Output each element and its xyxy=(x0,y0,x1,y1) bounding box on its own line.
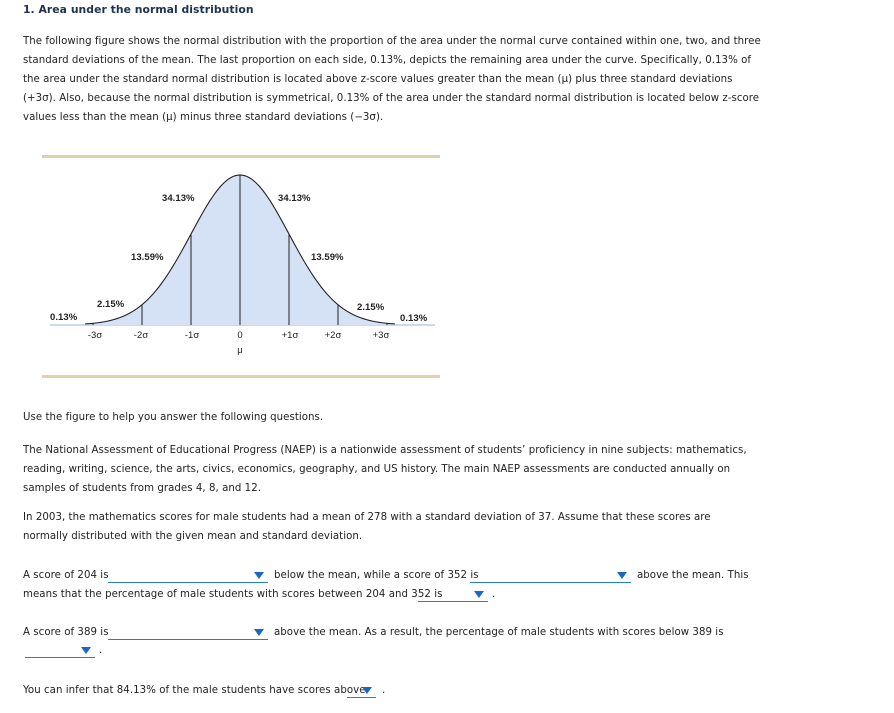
pct-label-left-three-sd: 2.15% xyxy=(97,299,125,310)
normal-distribution-figure xyxy=(40,150,450,385)
tick-label-zero: 0 xyxy=(237,330,243,341)
chevron-down-icon xyxy=(81,647,91,654)
tick-label-minus-3: -3σ xyxy=(87,330,103,341)
pct-label-right-tail: 0.13% xyxy=(400,313,428,324)
instruction-text: Use the figure to help you answer the following questions. xyxy=(23,412,324,423)
q1-text-e: . xyxy=(492,589,496,600)
tick-label-plus-1: +1σ xyxy=(281,330,299,341)
math-scores-paragraph: In 2003, the mathematics scores for male students had a mean of 278 with a standard deviation of 37. Assume that these scores are normally distributed with the given mean and standard deviation. xyxy=(23,512,711,542)
chevron-down-icon xyxy=(254,629,264,636)
chevron-down-icon xyxy=(362,687,372,694)
q1-text-b: below the mean, while a score of 352 is xyxy=(274,570,479,581)
q2-text-c: . xyxy=(99,645,103,656)
naep-paragraph: The National Assessment of Educational Progress (NAEP) is a nationwide assessment of students’ proficiency in nine subjects: mathematics, reading, writing, science, the arts, civics, economics, geography, and US history. The main NAEP assessments are conducted annually on samples of students from grades 4, 8, and 12. xyxy=(23,445,747,494)
q3-text-b: . xyxy=(382,685,386,696)
q1-dropdown-352[interactable] xyxy=(470,568,631,583)
chevron-down-icon xyxy=(474,591,484,598)
q2-dropdown-389[interactable] xyxy=(108,625,268,640)
tick-label-minus-2: -2σ xyxy=(133,330,149,341)
pct-label-right-three-sd: 2.15% xyxy=(357,302,385,313)
q1-text-d: means that the percentage of male students with scores between 204 and 352 is xyxy=(23,589,443,600)
figure-bottom-rule xyxy=(42,375,440,378)
intro-paragraph: The following figure shows the normal distribution with the proportion of the area under the normal curve contained within one, two, and three standard deviations of the mean. The last proportion on each side, 0.13%, depicts the remaining area under the curve. Specifically, 0.13% of the area under the standard normal distribution is located above z-score values greater than the mean (μ) plus three standard deviations (+3σ). Also, because the normal distribution is symmetrical, 0.13% of the area under the standard normal distribution is located below z-score values less than the mean (μ) minus three standard deviations (−3σ). xyxy=(23,36,761,123)
pct-label-left-two-sd: 13.59% xyxy=(131,252,164,263)
q1-text-c: above the mean. This xyxy=(637,570,749,581)
q3-text-a: You can infer that 84.13% of the male students have scores above xyxy=(23,685,366,696)
pct-label-left-tail: 0.13% xyxy=(50,312,78,323)
mean-mu-label: μ xyxy=(237,345,243,356)
tick-label-minus-1: -1σ xyxy=(184,330,200,341)
tick-label-plus-3: +3σ xyxy=(372,330,390,341)
q1-dropdown-204[interactable] xyxy=(108,568,268,583)
pct-label-right-two-sd: 13.59% xyxy=(311,252,344,263)
chevron-down-icon xyxy=(617,572,627,579)
q2-text-b: above the mean. As a result, the percentage of male students with scores below 389 is xyxy=(274,627,724,638)
tick-label-plus-2: +2σ xyxy=(324,330,342,341)
q2-dropdown-percentage[interactable] xyxy=(25,643,95,658)
question-title: 1. Area under the normal distribution xyxy=(23,3,254,16)
pct-label-right-one-sd: 34.13% xyxy=(278,193,311,204)
q1-text-a: A score of 204 is xyxy=(23,570,109,581)
q1-dropdown-percentage[interactable] xyxy=(418,587,488,602)
pct-label-left-one-sd: 34.13% xyxy=(162,193,195,204)
chevron-down-icon xyxy=(254,572,264,579)
q2-text-a: A score of 389 is xyxy=(23,627,109,638)
q3-dropdown-score[interactable] xyxy=(347,683,376,698)
sd-divider-lines xyxy=(93,175,387,325)
figure-top-rule xyxy=(42,155,440,158)
